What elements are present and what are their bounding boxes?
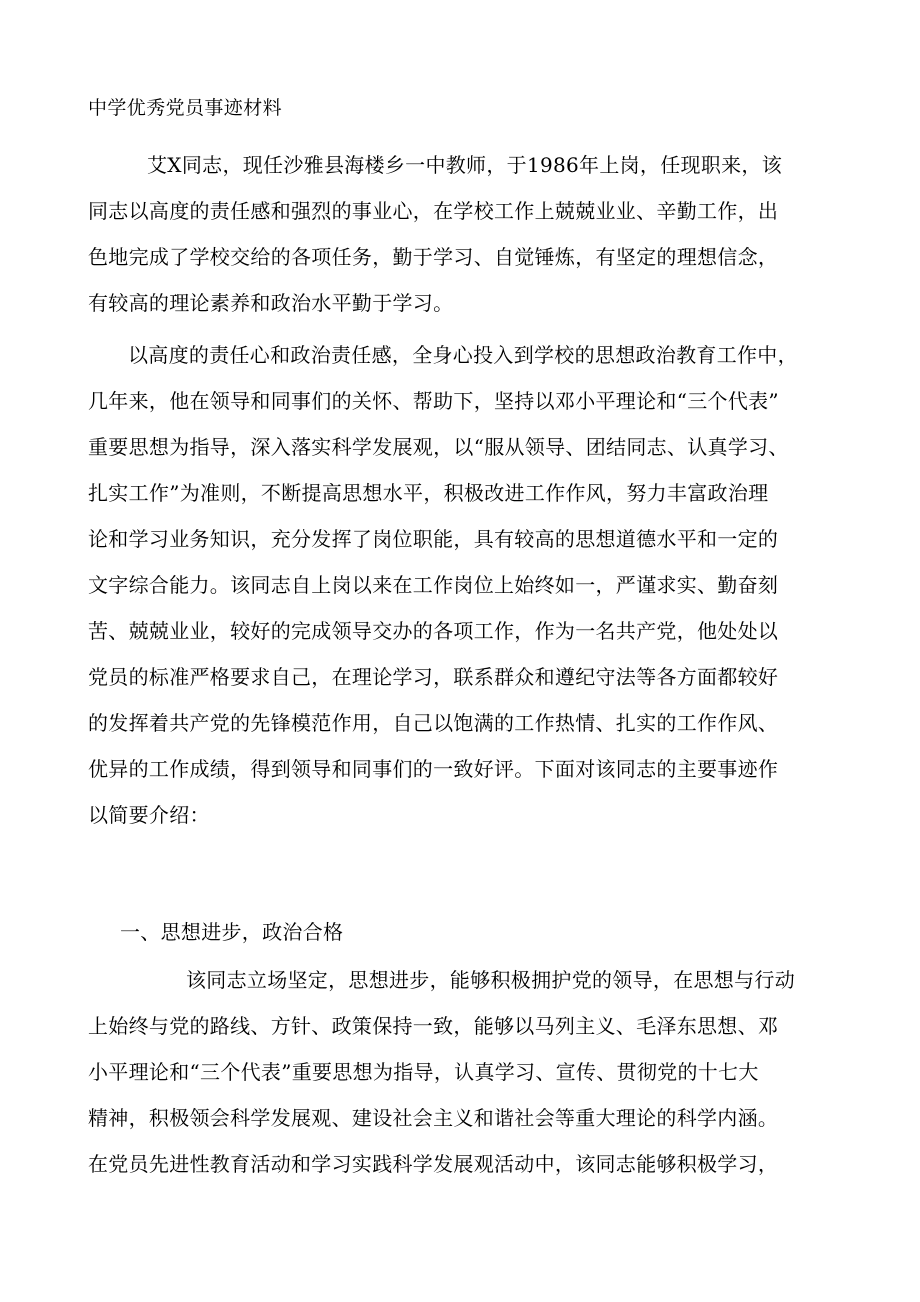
section-1-heading: 一、思想进步，政治合格 xyxy=(120,920,344,944)
paragraph-3-line-4: 精神，积极领会科学发展观、建设社会主义和谐社会等重大理论的科学内涵。 xyxy=(88,1106,779,1130)
paragraph-2-line-7: 苦、兢兢业业，较好的完成领导交办的各项工作，作为一名共产党，他处处以 xyxy=(88,619,779,643)
paragraph-1-line-1: 艾X同志，现任沙雅县海楼乡一中教师，于1986年上岗，任现职来，该 xyxy=(147,153,783,177)
paragraph-1-line-3: 色地完成了学校交给的各项任务，勤于学习、自觉锤炼，有坚定的理想信念， xyxy=(88,245,779,269)
document-title: 中学优秀党员事迹材料 xyxy=(88,97,283,119)
paragraph-2-line-8: 党员的标准严格要求自己，在理论学习，联系群众和遵纪守法等各方面都较好 xyxy=(88,665,779,689)
paragraph-3-line-3: 小平理论和“三个代表”重要思想为指导，认真学习、宣传、贯彻党的十七大 xyxy=(88,1060,759,1084)
paragraph-2-line-11: 以简要介绍： xyxy=(88,803,210,827)
paragraph-2-line-5: 论和学习业务知识，充分发挥了岗位职能，具有较高的思想道德水平和一定的 xyxy=(88,527,779,551)
paragraph-2-line-4: 扎实工作”为准则，不断提高思想水平，积极改进工作作风，努力丰富政治理 xyxy=(88,481,769,505)
paragraph-1-line-4: 有较高的理论素养和政治水平勤于学习。 xyxy=(88,291,454,315)
paragraph-2-line-9: 的发挥着共产党的先锋模范作用，自己以饱满的工作热情、扎实的工作作风、 xyxy=(88,711,779,735)
paragraph-2-line-10: 优异的工作成绩，得到领导和同事们的一致好评。下面对该同志的主要事迹作 xyxy=(88,757,779,781)
paragraph-2-line-6: 文字综合能力。该同志自上岗以来在工作岗位上始终如一，严谨求实、勤奋刻 xyxy=(88,573,779,597)
paragraph-2-line-1: 以高度的责任心和政治责任感，全身心投入到学校的思想政治教育工作中， xyxy=(128,343,798,367)
paragraph-3-line-2: 上始终与党的路线、方针、政策保持一致，能够以马列主义、毛泽东思想、邓 xyxy=(88,1014,779,1038)
paragraph-3-line-5: 在党员先进性教育活动和学习实践科学发展观活动中，该同志能够积极学习， xyxy=(88,1152,779,1176)
paragraph-3-line-1: 该同志立场坚定，思想进步，能够积极拥护党的领导，在思想与行动 xyxy=(186,968,795,992)
paragraph-2-line-2: 几年来，他在领导和同事们的关怀、帮助下，坚持以邓小平理论和“三个代表” xyxy=(88,389,779,413)
paragraph-1-line-2: 同志以高度的责任感和强烈的事业心，在学校工作上兢兢业业、辛勤工作，出 xyxy=(88,199,779,223)
paragraph-2-line-3: 重要思想为指导，深入落实科学发展观，以“服从领导、团结同志、认真学习、 xyxy=(88,435,789,459)
